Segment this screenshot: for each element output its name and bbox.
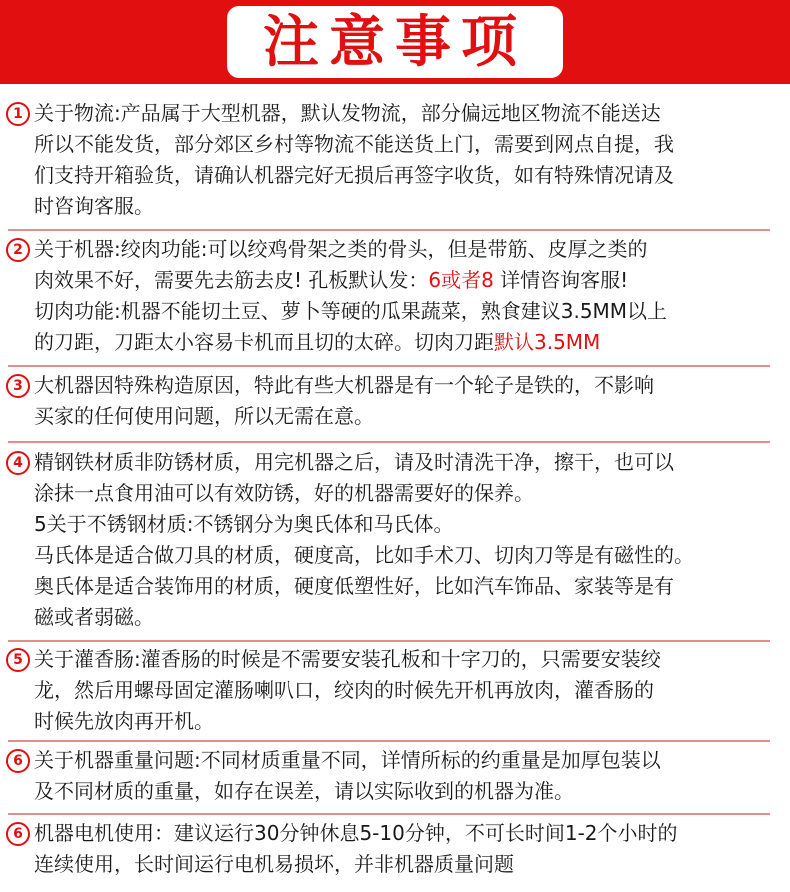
notice-item-4 xyxy=(4,447,782,633)
number-badge: 2 xyxy=(6,238,30,262)
divider xyxy=(8,813,770,815)
notice-line: 磁或者弱磁。 xyxy=(34,605,154,629)
notice-line: 时候先放肉再开机。 xyxy=(34,709,214,733)
notice-line: 所以不能发货，部分郊区乡村等物流不能送货上门，需要到网点自提，我 xyxy=(34,132,674,156)
notice-line: 买家的任何使用问题，所以无需在意。 xyxy=(34,404,374,428)
divider xyxy=(8,365,770,367)
number-badge: 6 xyxy=(6,749,30,773)
notice-line: 们支持开箱验货，请确认机器完好无损后再签字收货，如有特殊情况请及 xyxy=(34,163,674,187)
notice-line: 马氏体是适合做刀具的材质，硬度高，比如手术刀、切肉刀等是有磁性的。 xyxy=(34,543,694,567)
number-badge: 1 xyxy=(6,102,30,126)
number-badge: 6 xyxy=(6,822,30,846)
page-title: 注意事项 xyxy=(263,10,527,75)
title-box xyxy=(227,6,563,78)
notice-line: 大机器因特殊构造原因，特此有些大机器是有一个轮子是铁的，不影响 xyxy=(34,373,654,397)
notice-line: 及不同材质的重量，如存在误差，请以实际收到的机器为准。 xyxy=(34,779,574,803)
divider xyxy=(8,740,770,742)
notice-item-6 xyxy=(4,745,782,807)
notice-item-5 xyxy=(4,644,782,737)
header-banner xyxy=(0,0,790,84)
notice-item-2 xyxy=(4,234,782,358)
notice-line: 涂抹一点食用油可以有效防锈，好的机器需要好的保养。 xyxy=(34,481,534,505)
notice-line: 龙，然后用螺母固定灌肠喇叭口，绞肉的时候先开机再放肉，灌香肠的 xyxy=(34,678,654,702)
number-badge: 4 xyxy=(6,451,30,475)
notice-item-3 xyxy=(4,370,782,432)
divider xyxy=(8,441,770,443)
highlight-text: 默认3.5MM xyxy=(494,330,601,354)
number-badge: 5 xyxy=(6,648,30,672)
notice-line: 切肉功能:机器不能切土豆、萝卜等硬的瓜果蔬菜，熟食建议3.5MM以上 xyxy=(34,299,668,323)
notice-item-7 xyxy=(4,818,782,880)
notice-line: 关于机器重量问题:不同材质重量不同，详情所标的约重量是加厚包装以 xyxy=(34,748,661,772)
divider xyxy=(8,640,770,642)
notice-item-1 xyxy=(4,98,782,222)
notice-line: 奥氏体是适合装饰用的材质，硬度低塑性好，比如汽车饰品、家装等是有 xyxy=(34,574,674,598)
notice-line: 关于物流:产品属于大型机器，默认发物流，部分偏远地区物流不能送达 xyxy=(34,101,661,125)
notice-line: 关于机器:绞肉功能:可以绞鸡骨架之类的骨头，但是带筋、皮厚之类的 xyxy=(34,237,648,261)
divider xyxy=(8,229,770,231)
number-badge: 3 xyxy=(6,374,30,398)
notice-line: 精钢铁材质非防锈材质，用完机器之后，请及时清洗干净，擦干，也可以 xyxy=(34,450,674,474)
notice-line: 5关于不锈钢材质:不锈钢分为奥氏体和马氏体。 xyxy=(34,512,454,536)
notice-line: 连续使用，长时间运行电机易损坏，并非机器质量问题 xyxy=(34,852,514,876)
notice-line: 时咨询客服。 xyxy=(34,194,154,218)
notice-line-tail: 详情咨询客服! xyxy=(493,268,629,292)
notice-line: 肉效果不好，需要先去筋去皮! 孔板默认发： xyxy=(34,268,429,292)
notice-line: 关于灌香肠:灌香肠的时候是不需要安装孔板和十字刀的，只需要安装绞 xyxy=(34,647,661,671)
highlight-text: 6或者8 xyxy=(428,268,494,292)
notice-line: 的刀距，刀距太小容易卡机而且切的太碎。切肉刀距 xyxy=(34,330,494,354)
notice-line: 机器电机使用：建议运行30分钟休息5-10分钟，不可长时间1-2个小时的 xyxy=(34,821,678,845)
